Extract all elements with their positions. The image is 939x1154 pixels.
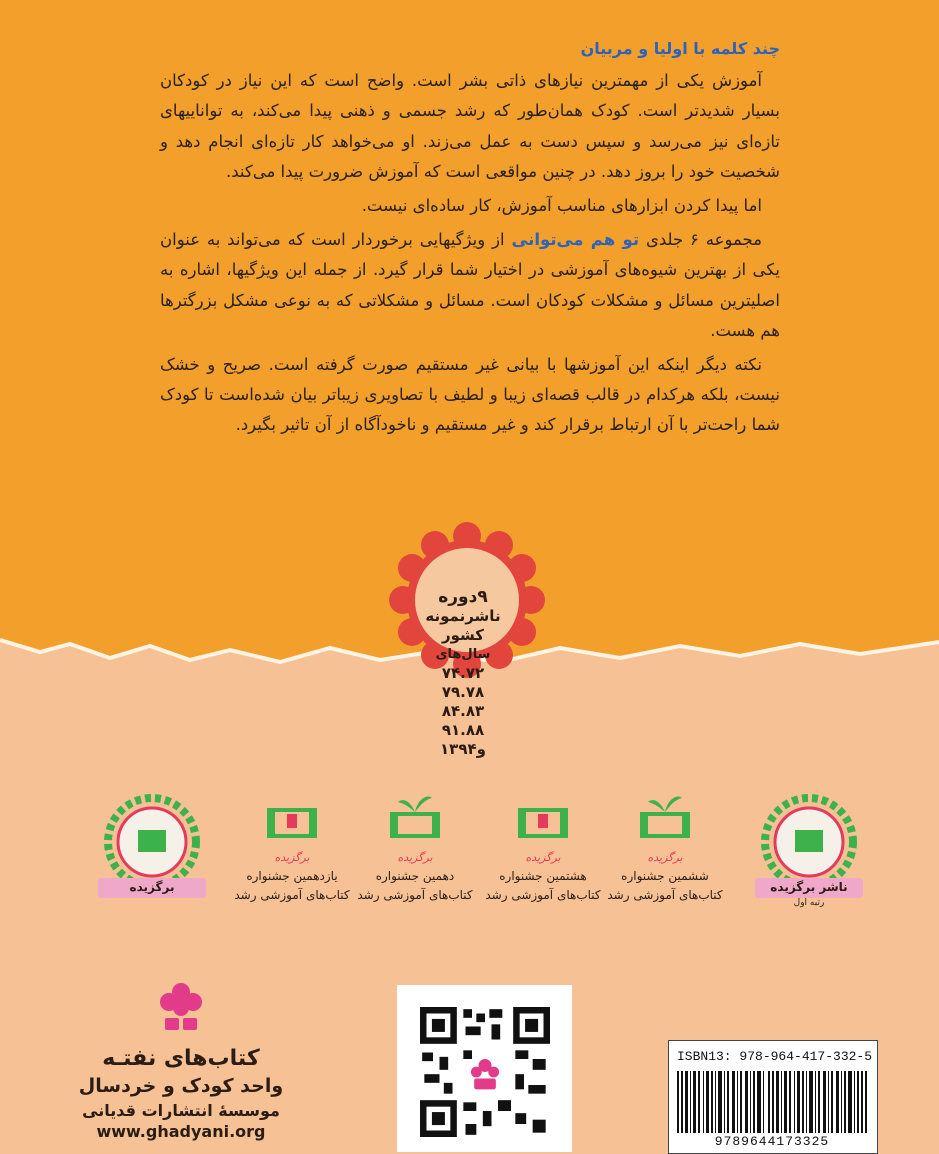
award-item: [605, 790, 725, 905]
award-item: [232, 790, 352, 905]
book-plant-icon: [384, 790, 446, 842]
publisher-website[interactable]: www.ghadyani.org: [96, 1122, 266, 1141]
badge-line: و۱۳۹۴: [440, 740, 486, 758]
intro-paragraph: [160, 225, 780, 346]
isbn-number: 9789644173325: [714, 1134, 830, 1149]
publisher-institute: موسسهٔ انتشارات قدیانی: [82, 1101, 280, 1120]
book-flag-icon: [261, 790, 323, 842]
badge-line: ناشرنمونه: [425, 607, 501, 625]
badge-line: ۹دوره: [438, 587, 488, 607]
intro-paragraph: نکته دیگر اینکه این آموزشها با بیانی غیر مستقیم صورت گرفته است. صریح و خشک نیست، بلکه هرکدام در قالب قصه‌ای زیبا و لطیف با تصاویری زیباتر بیان شده‌است تا کودک شما راحت‌تر با آن ارتباط برقرار کند و غیر مستقیم و ناخودآگاه از آن تاثیر بگیرد.: [160, 355, 780, 435]
wreath-right-sub: رتبه اول: [793, 898, 825, 908]
wreath-right-ribbon: ناشر برگزیده: [770, 880, 848, 894]
award-line1: یازدهمین جشنواره: [246, 869, 338, 883]
award-line1: هشتمین جشنواره: [499, 869, 587, 883]
wreath-left-ribbon: برگزیده: [129, 880, 175, 894]
badge-line: کشور: [441, 626, 485, 644]
intro-text-before: مجموعه ۶ جلدی: [645, 230, 762, 250]
qr-code-icon: [420, 1007, 550, 1137]
book-plant-icon: [634, 790, 696, 842]
publisher-block: [66, 980, 296, 1141]
award-line2: کتاب‌های آموزشی رشد: [485, 888, 601, 902]
award-item: [483, 790, 603, 905]
award-pick: برگزیده: [397, 851, 433, 864]
award-line2: کتاب‌های آموزشی رشد: [357, 888, 473, 902]
badge-line: ۷۴.۷۲: [441, 664, 485, 682]
award-pick: برگزیده: [647, 851, 683, 864]
qr-code-box: [397, 985, 572, 1152]
book-flag-icon: [512, 790, 574, 842]
badge-line: ۹۱.۸۸: [441, 721, 485, 739]
intro-text-after: از ویژگیهایی برخوردار است که می‌تواند به عنوان یکی از بهترین شیوه‌های آموزشی در اختیار شما قرار گیرد. از جمله این ویژگیها، اشاره به اصلیترین مسائل و مشکلات کودکان است. مسائل و مشکلاتی که به نوعی مشکل بزرگترها هم هست.: [160, 230, 780, 340]
publisher-logo-icon: [151, 980, 211, 1040]
badge-line: سال‌های: [435, 647, 491, 662]
isbn-label: ISBN13: 978-964-417-332-5: [677, 1049, 873, 1064]
award-line1: ششمین جشنواره: [621, 869, 709, 883]
award-line2: کتاب‌های آموزشی رشد: [607, 888, 723, 902]
isbn-box: [668, 1040, 878, 1154]
intro-paragraph: اما پیدا کردن ابزارهای مناسب آموزش، کار ساده‌ای نیست.: [361, 196, 762, 216]
award-pick: برگزیده: [274, 851, 310, 864]
intro-heading: چند کلمه با اولیا و مربیان: [580, 39, 780, 58]
badge-text: [408, 588, 518, 759]
intro-text: [160, 34, 780, 445]
publisher-unit: واحد کودک و خردسال: [78, 1075, 284, 1097]
badge-line: ۸۴.۸۳: [441, 702, 485, 720]
award-pick: برگزیده: [525, 851, 561, 864]
publisher-name: کتاب‌های‌ نفتـه: [102, 1046, 260, 1071]
intro-paragraph: آموزش یکی از مهمترین نیازهای ذاتی بشر است. واضح است که این نیاز در کودکان بسیار شدیدتر است. کودک همان‌طور که رشد جسمی و ذهنی پیدا می‌کند، به تواناییهای تازه‌ای نیز می‌رسد و سپس دست به عمل می‌زند. او می‌خواهد کار تازه‌ای انجام دهد و شخصیت خود را بروز دهد. در چنین مواقعی است که آموزش ضرورت پیدا می‌کند.: [160, 71, 780, 181]
barcode-icon: [677, 1071, 867, 1133]
badge-line: ۷۹.۷۸: [441, 683, 485, 701]
award-item: [355, 790, 475, 905]
series-title: تو هم می‌توانی: [511, 230, 640, 250]
award-line1: دهمین جشنواره: [375, 869, 455, 883]
award-line2: کتاب‌های آموزشی رشد: [234, 888, 350, 902]
